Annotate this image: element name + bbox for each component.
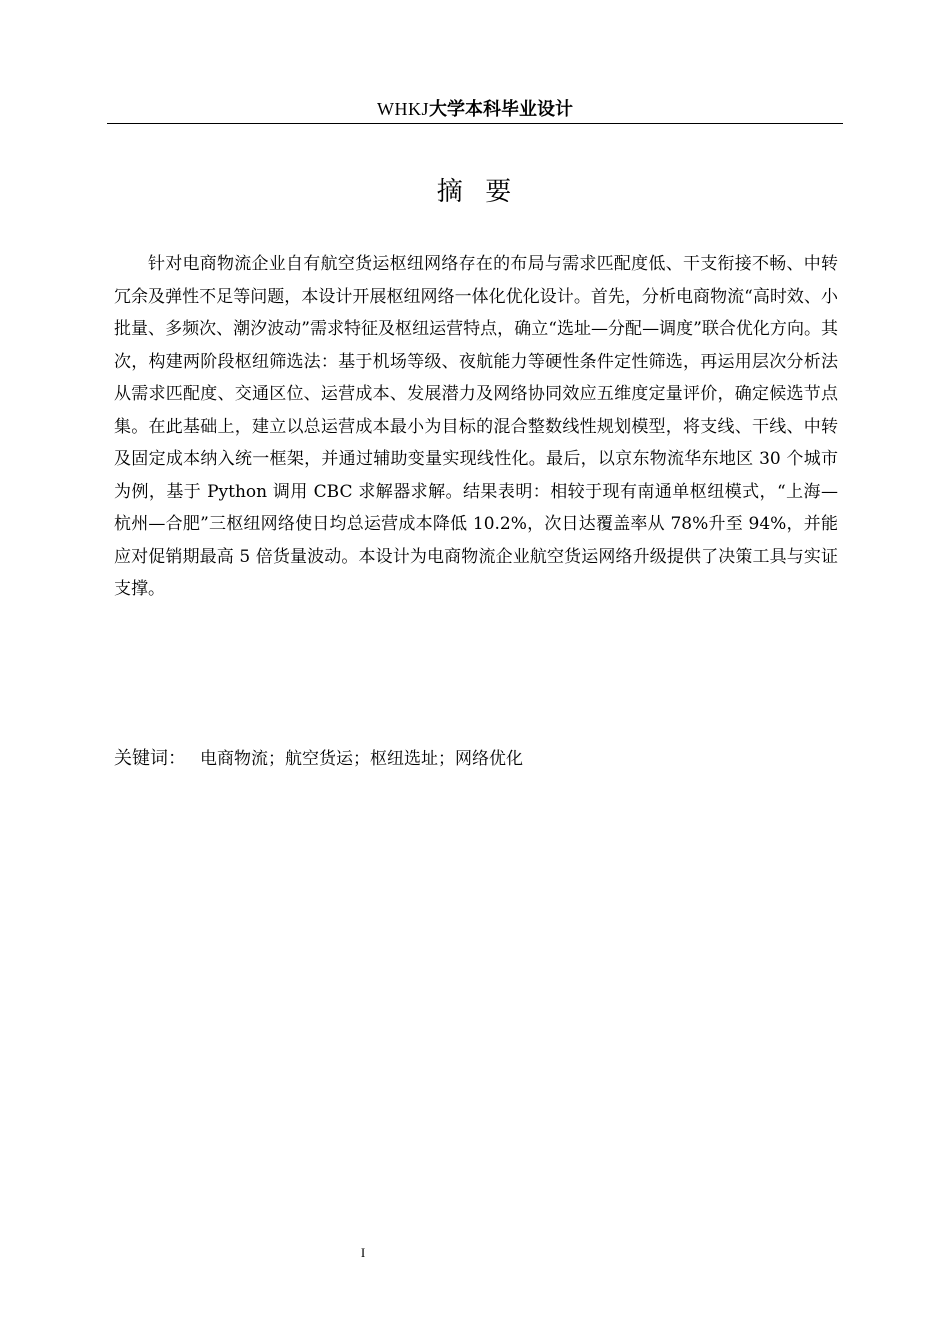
page-number: I <box>360 1245 366 1260</box>
keywords-label: 关键词： <box>114 748 186 769</box>
header-school-code: WHKJ <box>377 99 429 119</box>
keywords-list: 电商物流；航空货运；枢纽选址；网络优化 <box>200 749 523 769</box>
page-header <box>107 96 843 124</box>
abstract-title: 摘 要 <box>436 177 514 207</box>
header-document-type: 大学本科毕业设计 <box>429 99 573 120</box>
abstract-body: 针对电商物流企业自有航空货运枢纽网络存在的布局与需求匹配度低、干支衔接不畅、中转冗余及弹性不足等问题，本设计开展枢纽网络一体化优化设计。首先，分析电商物流“高时效、小批量、多频次、潮汐波动”需求特征及枢纽运营特点，确立“选址—分配—调度”联合优化方向。其次，构建两阶段枢纽筛选法：基于机场等级、夜航能力等硬性条件定性筛选，再运用层次分析法从需求匹配度、交通区位、运营成本、发展潜力及网络协同效应五维度定量评价，确定候选节点集。在此基础上，建立以总运营成本最小为目标的混合整数线性规划模型，将支线、干线、中转及固定成本纳入统一框架，并通过辅助变量实现线性化。最后，以京东物流华东地区 30 个城市为例，基于 Python 调用 CBC 求解器求解。结果表明：相较于现有南通单枢纽模式，“上海—杭州—合肥”三枢纽网络使日均总运营成本降低 10.2%，次日达覆盖率从 78%升至 94%，并能应对促销期最高 5 倍货量波动。本设计为电商物流企业航空货运网络升级提供了决策工具与实证支撑。 <box>114 254 838 599</box>
keywords-line <box>114 744 838 774</box>
